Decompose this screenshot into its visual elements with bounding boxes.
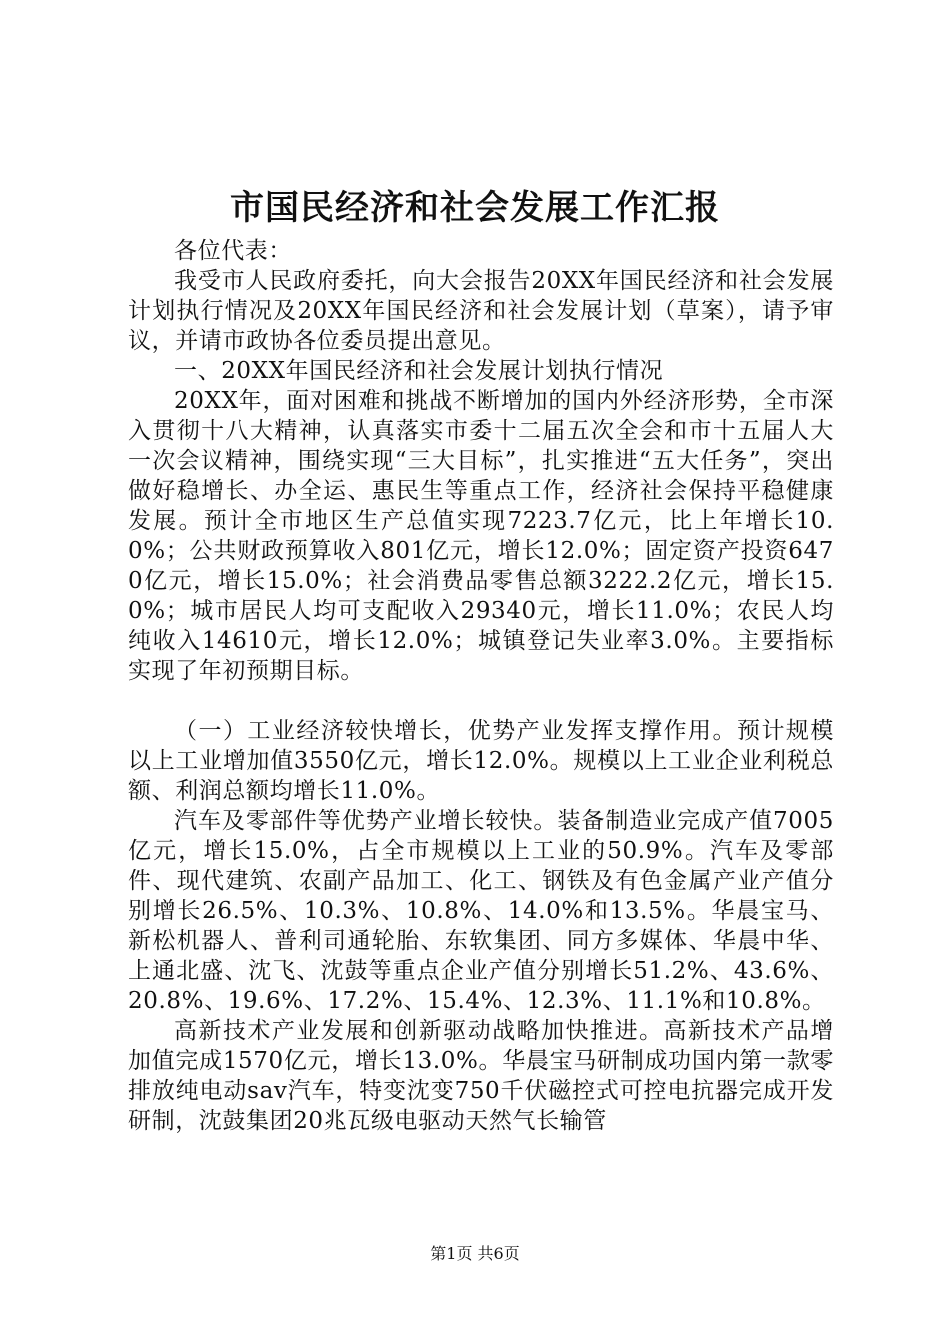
page-number-footer: 第1页 共6页 [430,1244,520,1263]
industry-paragraph: （一）工业经济较快增长，优势产业发挥支撑作用。预计规模以上工业增加值3550亿元，增长12.0%。规模以上工业企业利税总额、利润总额均增长11.0%。 [128,718,834,804]
section-heading: 一、20XX年国民经济和社会发展计划执行情况 [174,358,664,384]
salutation: 各位代表： [174,238,292,264]
document-body [128,236,834,1136]
summary-paragraph: 20XX年，面对困难和挑战不断增加的国内外经济形势，全市深入贯彻十八大精神，认真落实市委十二届五次全会和市十五届人大一次会议精神，围绕实现“三大目标”，扎实推进“五大任务”，突出做好稳增长、办全运、惠民生等重点工作，经济社会保持平稳健康发展。预计全市地区生产总值实现7223.7亿元，比上年增长10.0%；公共财政预算收入801亿元，增长12.0%；固定资产投资6470亿元，增长15.0%；社会消费品零售总额3222.2亿元，增长15.0%；城市居民人均可支配收入29340元，增长11.0%；农民人均纯收入14610元，增长12.0%；城镇登记失业率3.0%。主要指标实现了年初预期目标。 [128,388,834,684]
document-title: 市国民经济和社会发展工作汇报 [230,188,720,228]
auto-parts-paragraph: 汽车及零部件等优势产业增长较快。装备制造业完成产值7005亿元，增长15.0%，占全市规模以上工业的50.9%。汽车及零部件、现代建筑、农副产品加工、化工、钢铁及有色金属产业产值分别增长26.5%、10.3%、10.8%、14.0%和13.5%。华晨宝马、新松机器人、普利司通轮胎、东软集团、同方多媒体、华晨中华、上通北盛、沈飞、沈鼓等重点企业产值分别增长51.2%、43.6%、20.8%、19.6%、17.2%、15.4%、12.3%、11.1%和10.8%。 [128,808,834,1014]
intro-paragraph: 我受市人民政府委托，向大会报告20XX年国民经济和社会发展计划执行情况及20XX年国民经济和社会发展计划（草案），请予审议，并请市政协各位委员提出意见。 [128,268,834,354]
high-tech-paragraph: 高新技术产业发展和创新驱动战略加快推进。高新技术产品增加值完成1570亿元，增长13.0%。华晨宝马研制成功国内第一款零排放纯电动sav汽车，特变沈变750千伏磁控式可控电抗器完成开发研制，沈鼓集团20兆瓦级电驱动天然气长输管 [128,1018,834,1134]
